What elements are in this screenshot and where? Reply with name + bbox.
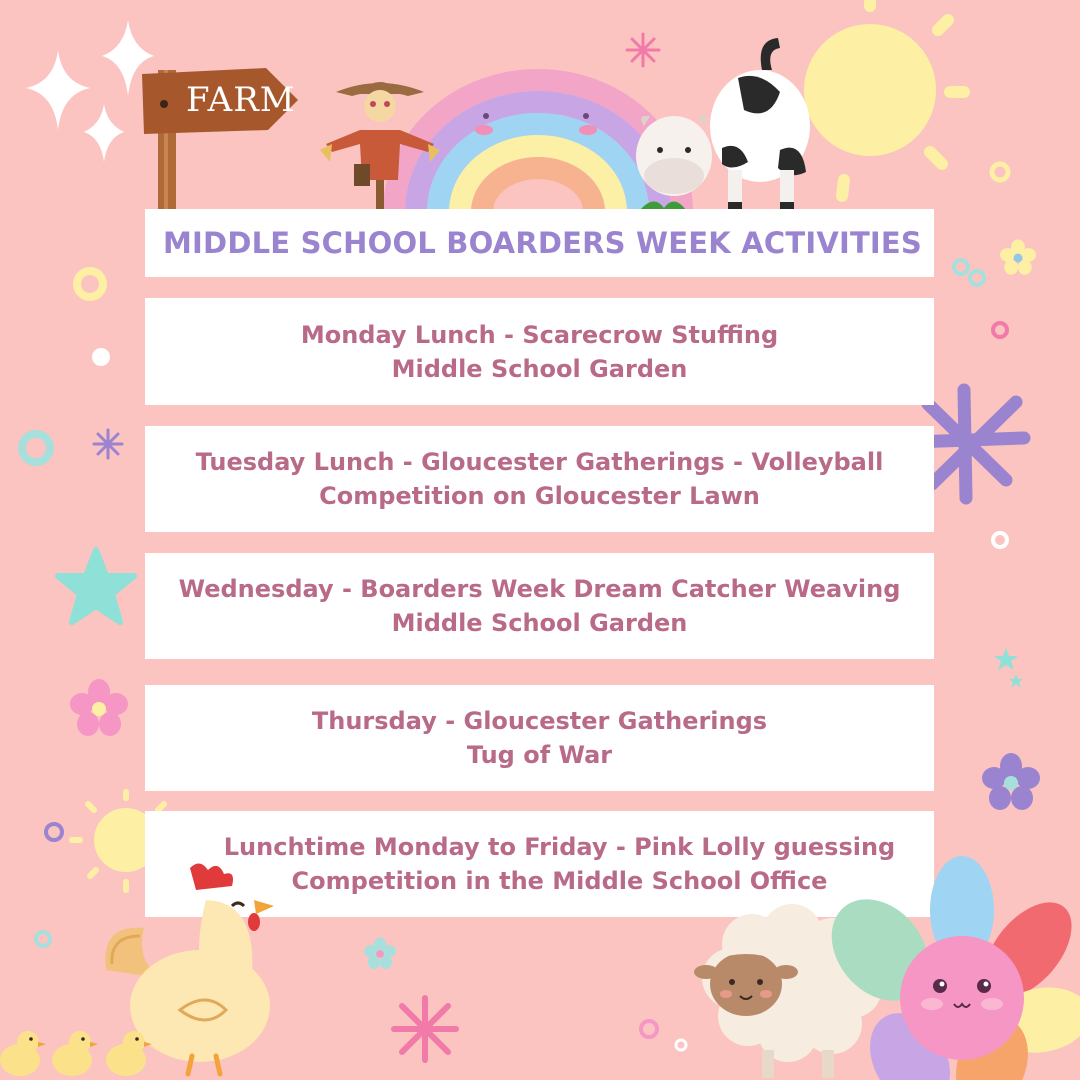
activity-location: Middle School Garden bbox=[391, 354, 688, 383]
sparkle-icon bbox=[390, 994, 460, 1064]
activity-title: Lunchtime Monday to Friday - Pink Lolly guessing bbox=[223, 833, 896, 861]
ring-icon bbox=[950, 256, 990, 292]
activity-card-thursday bbox=[145, 685, 934, 791]
flower-icon bbox=[364, 938, 396, 970]
chick bbox=[0, 1024, 160, 1080]
dot-icon bbox=[90, 346, 112, 368]
ring-icon bbox=[16, 428, 56, 468]
star-icon bbox=[56, 546, 136, 626]
flower-icon bbox=[982, 754, 1040, 812]
flower-icon bbox=[70, 680, 128, 738]
activity-title: Monday Lunch - Scarecrow Stuffing bbox=[300, 320, 779, 349]
activity-location: Competition on Gloucester Lawn bbox=[319, 482, 760, 510]
activity-location: Tug of War bbox=[466, 741, 613, 769]
title-card bbox=[145, 209, 934, 277]
star-icon bbox=[992, 646, 1026, 692]
ring-icon bbox=[32, 928, 54, 950]
activity-location: Competition in the Middle School Office bbox=[291, 867, 828, 895]
activity-card-wednesday bbox=[145, 553, 934, 659]
page-title: MIDDLE SCHOOL BOARDERS WEEK ACTIVITIES bbox=[163, 226, 923, 260]
ring-icon bbox=[988, 528, 1012, 552]
activity-card-tuesday bbox=[145, 426, 934, 532]
activity-title: Wednesday - Boarders Week Dream Catcher Weaving bbox=[178, 575, 901, 603]
ring-icon bbox=[636, 1016, 662, 1042]
scarecrow bbox=[318, 70, 442, 220]
ring-icon bbox=[988, 318, 1012, 342]
ring-icon bbox=[672, 1036, 690, 1054]
activity-title: Thursday - Gloucester Gatherings bbox=[311, 707, 768, 735]
ring-icon bbox=[42, 820, 66, 844]
activity-title: Tuesday Lunch - Gloucester Gatherings - Volleyball bbox=[195, 448, 884, 476]
farm-sign-label: FARM bbox=[186, 80, 296, 120]
flower-icon bbox=[1000, 240, 1036, 276]
activity-card-monday bbox=[145, 298, 934, 405]
sparkle-icon bbox=[92, 428, 124, 460]
activity-location: Middle School Garden bbox=[391, 609, 688, 637]
ring-icon bbox=[988, 160, 1012, 184]
ring-icon bbox=[72, 266, 108, 302]
cute-flower bbox=[820, 858, 1080, 1080]
cow bbox=[630, 30, 820, 218]
